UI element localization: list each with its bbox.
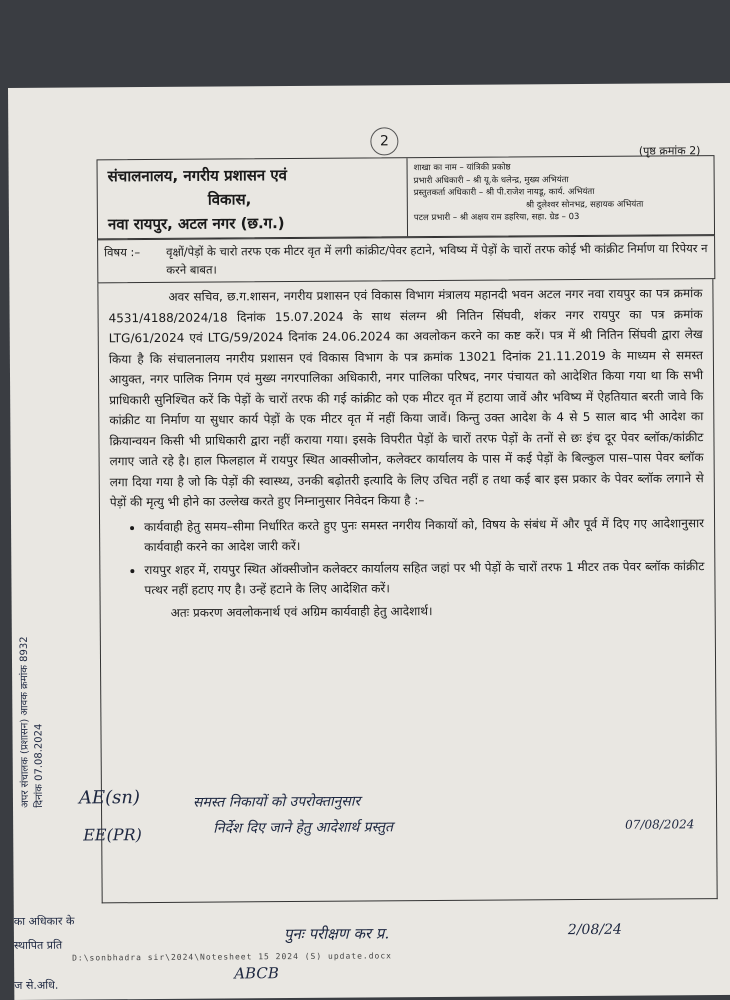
- notesheet-page: [8, 83, 730, 1000]
- subject-box: [97, 235, 715, 283]
- handwritten-note: निर्देश दिए जाने हेतु आदेशार्थ प्रस्तुत: [213, 819, 394, 837]
- closing-line: अतः प्रकरण अवलोकनार्थ एवं अग्रिम कार्यवाही हेतु आदेशार्थ।: [170, 603, 433, 620]
- request-item: • कार्यवाही हेतु समय–सीमा निर्धारित करते हुए पुनः समस्त नगरीय निकायों को, विषय के संबंध में और पूर्व में दिए गए आदेशानुसार कार्यवाही करने का आदेश जारी करें।: [144, 513, 704, 558]
- org-line-2: विकास,: [207, 190, 252, 209]
- subject-label: विषय :–: [104, 245, 141, 260]
- header-box: [97, 155, 716, 239]
- organization-name: [98, 158, 409, 238]
- handwritten-date: 2/08/24: [567, 921, 622, 939]
- left-margin-note: स्थापित प्रति: [13, 938, 63, 952]
- page-number: 2: [370, 127, 398, 155]
- left-margin-note: का अधिकार के: [13, 914, 75, 928]
- inward-stamp: अपर संचालक (प्रशासन) आवक क्रमांक 8932 दिनांक 07.08.2024: [18, 636, 46, 808]
- handwritten-note: AE(sn): [78, 787, 141, 809]
- body-box: [97, 279, 717, 903]
- handwritten-date: 07/08/2024: [625, 817, 695, 832]
- org-line-1: संचालनालय, नगरीय प्रशासन एवं: [107, 166, 288, 186]
- handwritten-note: समस्त निकायों को उपरोक्तानुसार: [192, 793, 361, 811]
- handwritten-note: EE(PR): [83, 825, 142, 845]
- left-margin-note: ज से.अधि.: [14, 978, 59, 992]
- officer-line: श्री दुलेश्वर सोनभद्र, सहायक अभियंता: [525, 199, 644, 210]
- subject-text: वृक्षों/पेड़ों के चारो तरफ एक मीटर वृत में लगी कांक्रीट/पेवर हटाने, भविष्य में पेड़ों के चारों तरफ कोई भी कांक्रीट निर्माण या रिपेयर न करने बाबत।: [166, 241, 708, 277]
- officers-list: [407, 156, 714, 236]
- officer-line: शाखा का नाम – यांत्रिकी प्रकोष्ठ: [413, 162, 511, 174]
- officer-line: पटल प्रभारी – श्री अक्षय राम डहरिया, सहा. ग्रेड – 03: [413, 212, 580, 224]
- file-path-footer: D:\sonbhadra sir\2024\Notesheet 15 2024 (S) update.docx: [72, 951, 393, 963]
- request-item: • रायपुर शहर में, रायपुर स्थित ऑक्सीजोन कलेक्टर कार्यालय सहित जहां पर भी पेड़ों के चारों तरफ 1 मीटर तक पेवर ब्लॉक कांक्रीट पत्थर नहीं हटाए गए है। उन्हें हटाने के लिए आदेशित करें।: [144, 556, 704, 601]
- handwritten-note: ABCB: [234, 964, 279, 983]
- body-paragraph: अवर सचिव, छ.ग.शासन, नगरीय प्रशासन एवं विकास विभाग मंत्रालय महानदी भवन अटल नगर नवा रायपुर का पत्र क्रमांक 4531/4188/2024/18 दिनांक 15.07.2024 के साथ संलग्न श्री नितिन सिंघवी, शंकर नगर रायपुर का पत्र क्रमांक LTG/61/2024 एवं LTG/59/2024 दिनांक 24.06.2024 का अवलोकन करने का कष्ट करें। पत्र में श्री नितिन सिंघवी द्वारा लेख किया है कि संचालनालय नगरीय प्रशासन एवं विकास विभाग के पत्र क्रमांक 13021 दिनांक 21.11.2019 के माध्यम से समस्त आयुक्त, नगर पालिक निगम एवं मुख्य नगरपालिका अधिकारी, नगर पालिका परिषद, नगर पंचायत को आदेशित किया गया था कि सभी प्राधिकारी सुनिश्चित करें कि पेड़ों के चारों तरफ की गई कांक्रीट को एक मीटर वृत में हटाया जावें और भविष्य में ऐहतियात बरती जावे कि कांक्रीट या निर्माण या सुधार कार्य पेड़ों के एक मीटर वृत में नहीं किया जावें। किन्तु उक्त आदेश के 4 से 5 साल बाद भी आदेश का क्रियान्वयन किसी भी प्राधिकारी द्वारा नहीं कराया गया। इसके विपरीत पेड़ों के चारों तरफ पेड़ों के तनों से छः इंच दूर पेवर ब्लॉक/कांक्रीट लगाए जाते रहे है। हाल फिलहाल में रायपुर स्थित आक्सीजोन, कलेक्टर कार्यालय के पास में कई पेड़ों के बिल्कुल पास–पास पेवर ब्लॉक लगा दिया गया है जो कि पेड़ों की स्वास्थ्य, उनकी बढ़ोतरी इत्यादि के लिए उचित नहीं ह तथा कई बार इस प्रकार के पेवर ब्लॉक लगाने से पेड़ों की मृत्यु भी होने का उल्लेख करते हुए निम्नानुसार निवेदन किया है :–: [108, 286, 704, 510]
- officer-line: प्रभारी अधिकारी – श्री यू.के धलेन्द्र, मुख्य अभियंता: [413, 174, 569, 186]
- officer-line: प्रस्तुतकर्ता अधिकारी – श्री पी.राजेश नायडू, कार्य. अभियंता: [413, 186, 595, 199]
- page-count-label: (पृष्ठ क्रमांक 2): [638, 144, 701, 158]
- handwritten-note: पुनः परीक्षण कर प्र.: [283, 924, 390, 944]
- request-list: [110, 513, 705, 601]
- org-line-3: नवा रायपुर, अटल नगर (छ.ग.): [107, 214, 285, 234]
